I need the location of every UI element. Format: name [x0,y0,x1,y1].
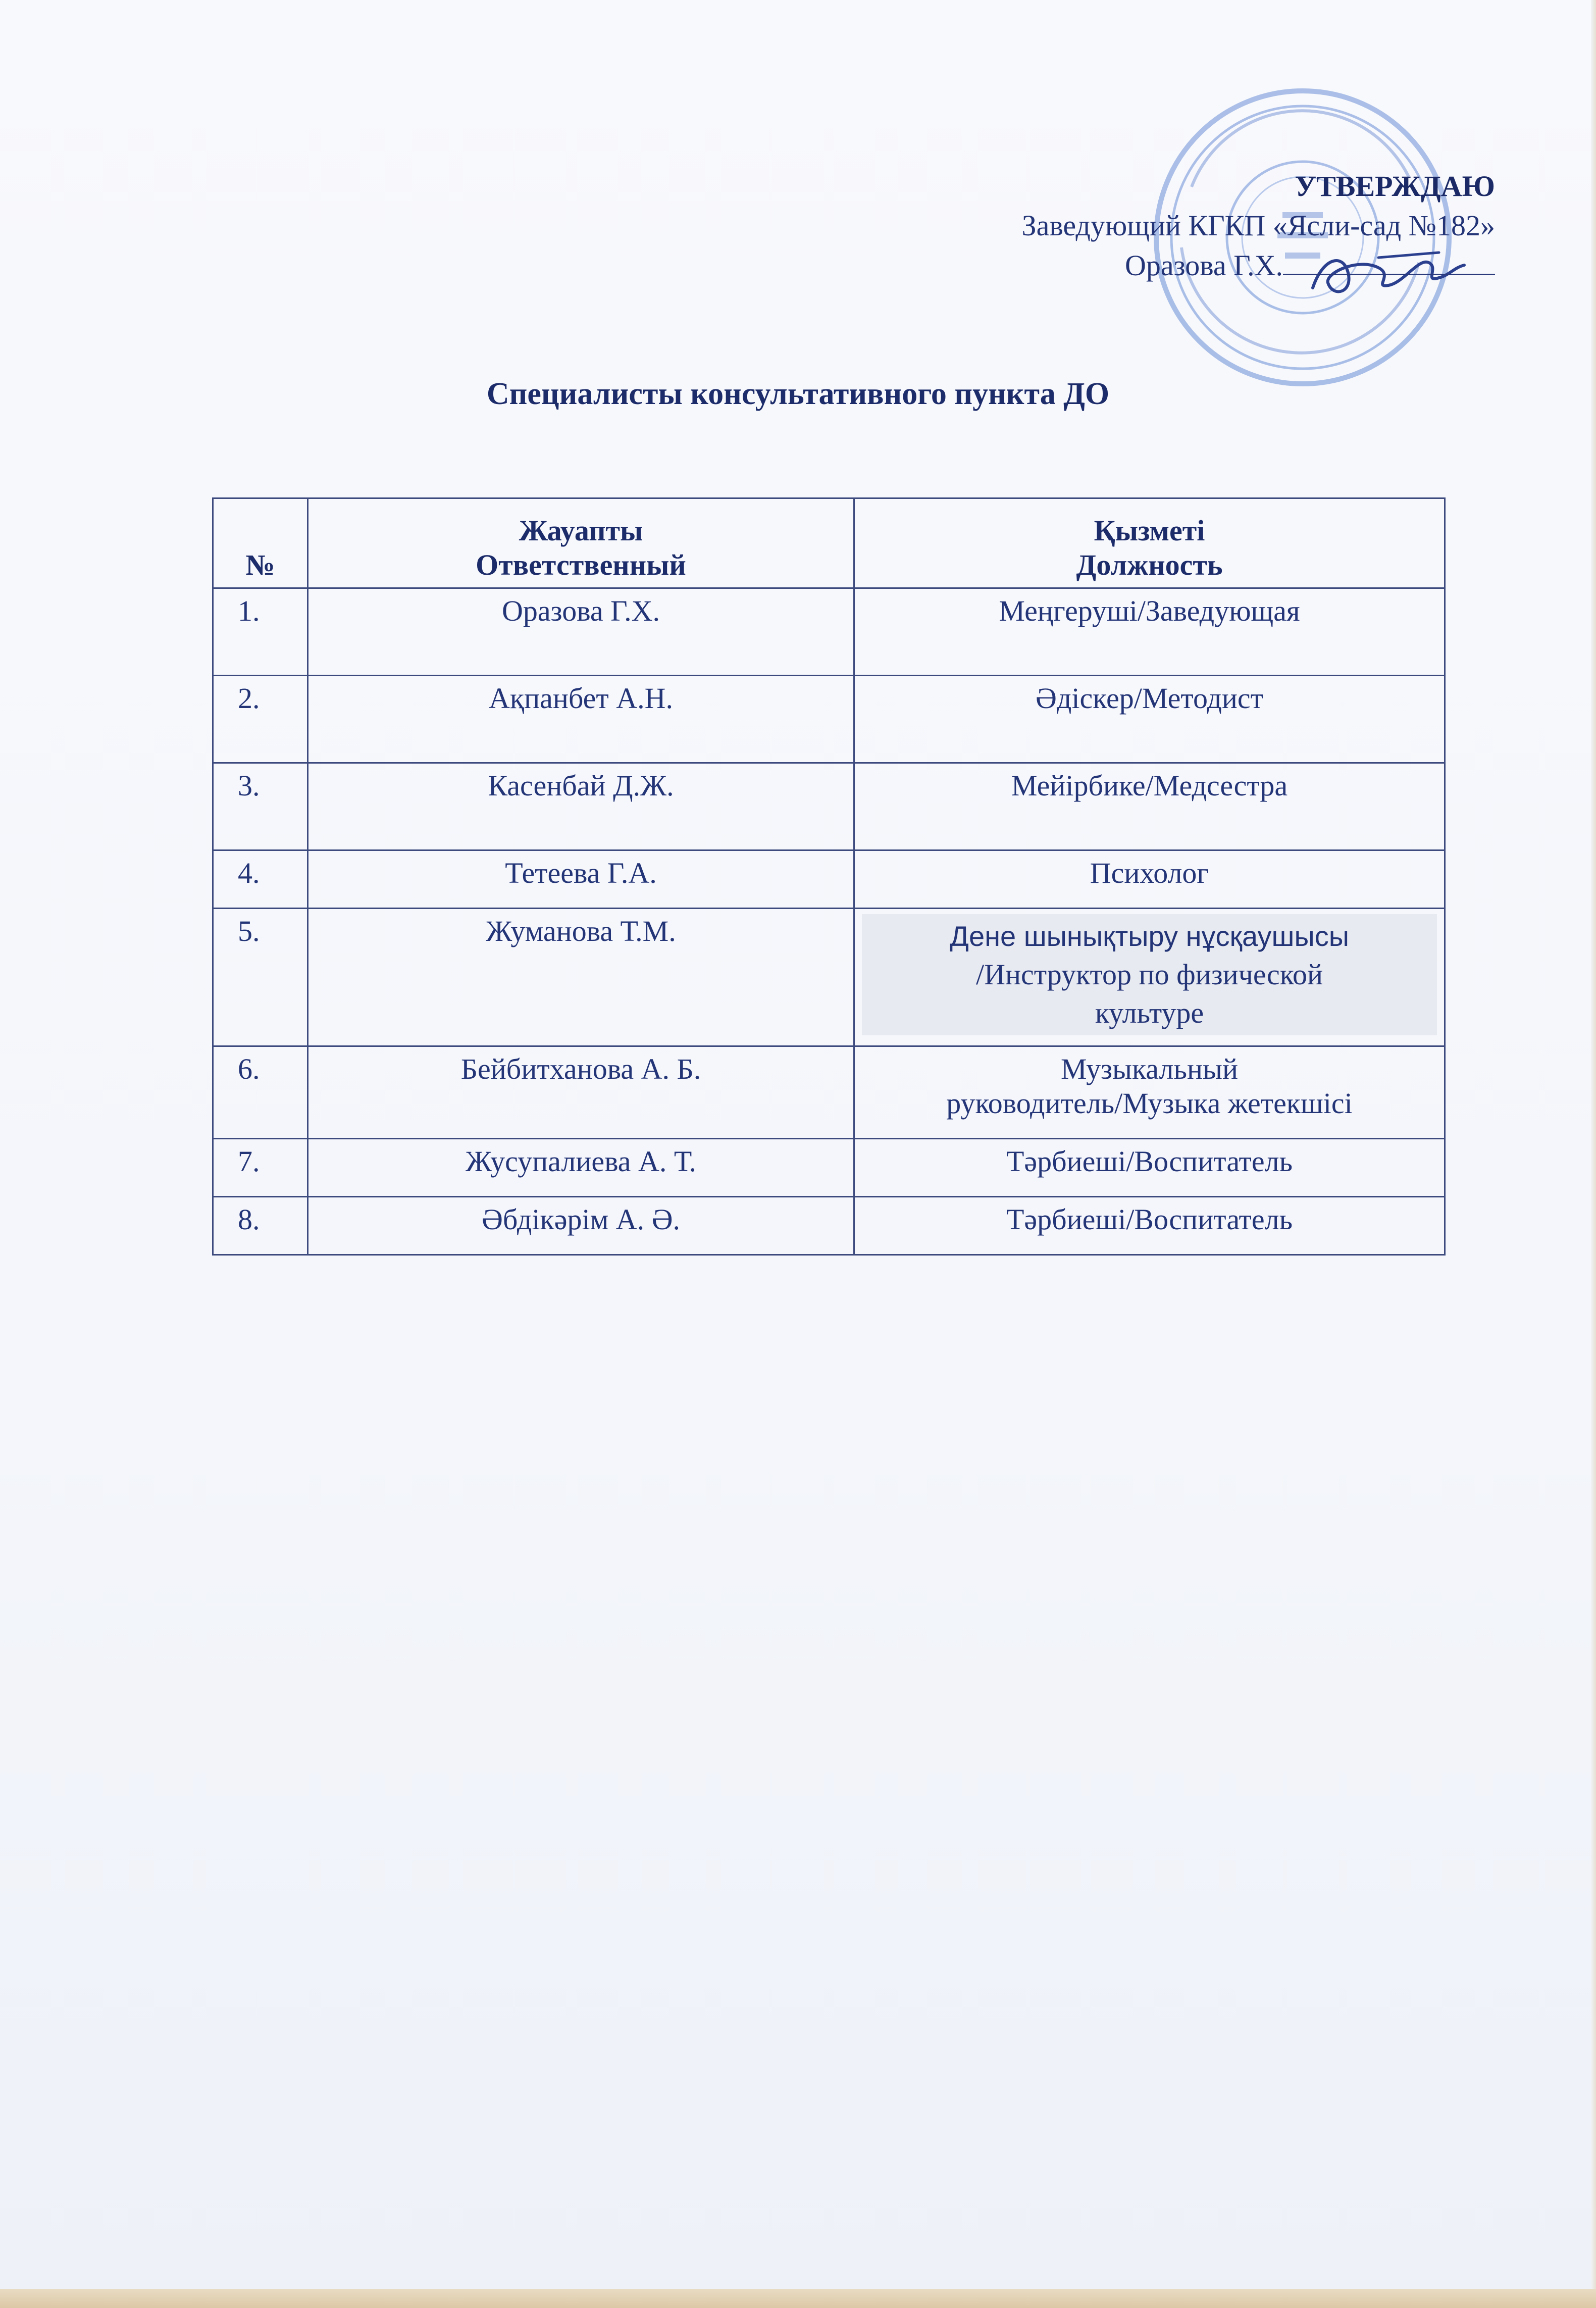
header-responsible [308,498,854,588]
header-responsible-kz: Жауапты [519,514,643,547]
approval-block [839,167,1495,285]
row-position: Меңгеруші/Заведующая [854,588,1445,676]
row-name: Ақпанбет А.Н. [308,676,854,763]
row-number: 2. [213,676,308,763]
row-name: Жусупалиева А. Т. [308,1139,854,1197]
header-num: № [213,498,308,588]
header-responsible-ru: Ответственный [476,548,686,581]
row-position: Мейірбике/Медсестра [854,763,1445,850]
row-name: Тетеева Г.А. [308,850,854,909]
row-number: 1. [213,588,308,676]
table-row [213,1197,1445,1255]
signature-line [1283,245,1495,275]
header-position-ru: Должность [1076,548,1223,581]
row-number: 6. [213,1046,308,1139]
table-row [213,1046,1445,1139]
row-position-line: культуре [1095,996,1204,1029]
row-name: Касенбай Д.Ж. [308,763,854,850]
row-position: Тәрбиеші/Воспитатель [854,1197,1445,1255]
row-position [854,909,1445,1046]
header-position [854,498,1445,588]
row-position-line: Музыкальный [1060,1052,1238,1085]
table-row [213,909,1445,1046]
row-number: 5. [213,909,308,1046]
row-position [854,1046,1445,1139]
row-number: 7. [213,1139,308,1197]
row-name: Бейбитханова А. Б. [308,1046,854,1139]
header-position-kz: Қызметі [1094,514,1205,547]
page-edge-right [1591,0,1596,2308]
table-row [213,1139,1445,1197]
row-number: 8. [213,1197,308,1255]
approval-signer [839,245,1495,285]
row-position: Тәрбиеші/Воспитатель [854,1139,1445,1197]
row-position-line: /Инструктор по физической [975,958,1323,991]
document-title: Специалисты консультативного пункта ДО [486,377,1110,411]
page-edge-bottom [0,2289,1596,2308]
row-position: Әдіскер/Методист [854,676,1445,763]
table-row [213,676,1445,763]
table-row [213,763,1445,850]
row-number: 4. [213,850,308,909]
approval-position: Заведующий КГКП «Ясли-сад №182» [1021,209,1495,242]
table-row [213,588,1445,676]
row-position-line: Дене шынықтыру нұсқаушысы [950,920,1349,952]
approval-signer-name: Оразова Г.Х. [1125,249,1283,282]
approval-title: УТВЕРЖДАЮ [1295,170,1495,203]
row-position-text [862,914,1437,1035]
table-header-row [213,498,1445,588]
row-name: Жуманова Т.М. [308,909,854,1046]
row-name: Оразова Г.Х. [308,588,854,676]
row-position-line: руководитель/Музыка жетекшісі [946,1087,1353,1120]
row-position: Психолог [854,850,1445,909]
row-name: Әбдікәрім А. Ә. [308,1197,854,1255]
row-number: 3. [213,763,308,850]
specialists-table [212,497,1444,1256]
table-row [213,850,1445,909]
